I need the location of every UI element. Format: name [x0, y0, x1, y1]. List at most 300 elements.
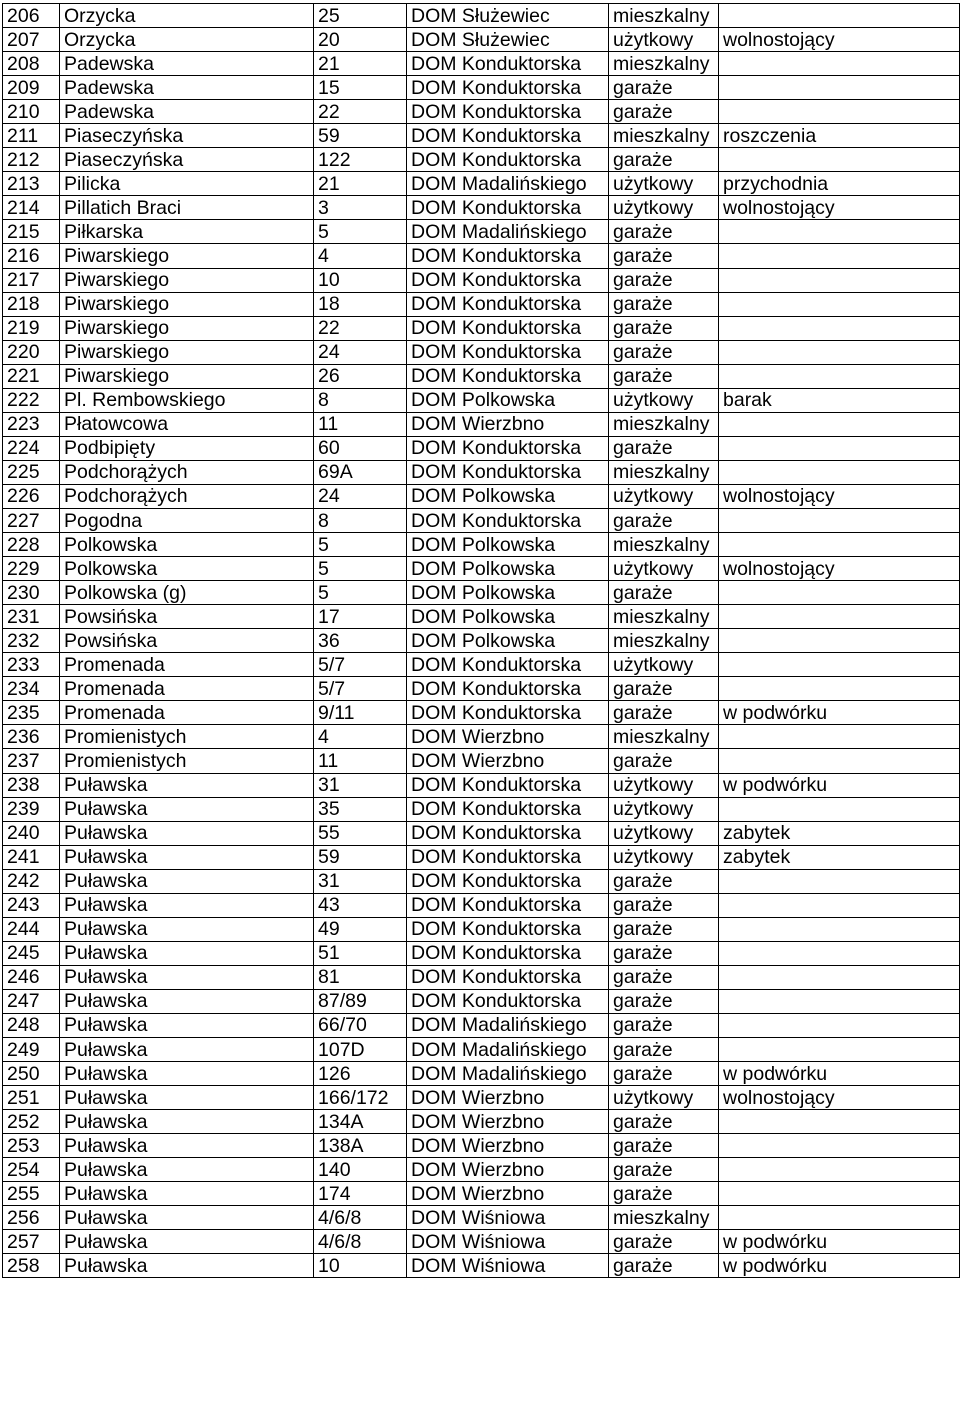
district-office-cell: DOM Polkowska	[407, 605, 609, 629]
building-number-cell: 22	[314, 316, 407, 340]
table-row	[3, 364, 960, 388]
building-number-cell: 60	[314, 436, 407, 460]
notes-cell	[719, 100, 960, 124]
row-number-cell: 249	[3, 1038, 60, 1062]
row-number-cell: 251	[3, 1086, 60, 1110]
row-number-cell: 210	[3, 100, 60, 124]
notes-cell	[719, 581, 960, 605]
district-office-cell: DOM Polkowska	[407, 581, 609, 605]
district-office-cell: DOM Konduktorska	[407, 677, 609, 701]
street-cell: Promenada	[60, 677, 314, 701]
notes-cell: w podwórku	[719, 1254, 960, 1278]
table-row	[3, 1254, 960, 1278]
street-cell: Puławska	[60, 1230, 314, 1254]
usage-type-cell: garaże	[609, 1182, 719, 1206]
notes-cell	[719, 1206, 960, 1230]
notes-cell: barak	[719, 388, 960, 412]
row-number-cell: 254	[3, 1158, 60, 1182]
usage-type-cell: garaże	[609, 1062, 719, 1086]
street-cell: Puławska	[60, 893, 314, 917]
notes-cell: wolnostojący	[719, 484, 960, 508]
row-number-cell: 228	[3, 533, 60, 557]
usage-type-cell: garaże	[609, 316, 719, 340]
district-office-cell: DOM Wierzbno	[407, 412, 609, 436]
building-number-cell: 4/6/8	[314, 1230, 407, 1254]
notes-cell: wolnostojący	[719, 1086, 960, 1110]
building-number-cell: 11	[314, 412, 407, 436]
row-number-cell: 227	[3, 508, 60, 532]
district-office-cell: DOM Konduktorska	[407, 701, 609, 725]
row-number-cell: 255	[3, 1182, 60, 1206]
street-cell: Piłkarska	[60, 220, 314, 244]
district-office-cell: DOM Polkowska	[407, 484, 609, 508]
building-number-cell: 10	[314, 268, 407, 292]
street-cell: Puławska	[60, 773, 314, 797]
usage-type-cell: mieszkalny	[609, 460, 719, 484]
notes-cell	[719, 749, 960, 773]
table-row	[3, 821, 960, 845]
district-office-cell: DOM Konduktorska	[407, 100, 609, 124]
usage-type-cell: garaże	[609, 340, 719, 364]
district-office-cell: DOM Konduktorska	[407, 340, 609, 364]
building-number-cell: 5	[314, 533, 407, 557]
building-number-cell: 15	[314, 76, 407, 100]
district-office-cell: DOM Wierzbno	[407, 1134, 609, 1158]
usage-type-cell: garaże	[609, 749, 719, 773]
street-cell: Pl. Rembowskiego	[60, 388, 314, 412]
table-row	[3, 508, 960, 532]
usage-type-cell: garaże	[609, 581, 719, 605]
street-cell: Promienistych	[60, 749, 314, 773]
row-number-cell: 236	[3, 725, 60, 749]
building-number-cell: 166/172	[314, 1086, 407, 1110]
building-number-cell: 17	[314, 605, 407, 629]
notes-cell	[719, 244, 960, 268]
street-cell: Puławska	[60, 1206, 314, 1230]
usage-type-cell: garaże	[609, 1230, 719, 1254]
row-number-cell: 207	[3, 28, 60, 52]
usage-type-cell: garaże	[609, 869, 719, 893]
building-number-cell: 87/89	[314, 989, 407, 1013]
building-number-cell: 4	[314, 244, 407, 268]
usage-type-cell: użytkowy	[609, 388, 719, 412]
usage-type-cell: użytkowy	[609, 845, 719, 869]
street-cell: Padewska	[60, 76, 314, 100]
row-number-cell: 258	[3, 1254, 60, 1278]
street-cell: Orzycka	[60, 4, 314, 28]
row-number-cell: 248	[3, 1013, 60, 1037]
usage-type-cell: użytkowy	[609, 797, 719, 821]
notes-cell	[719, 893, 960, 917]
building-number-cell: 5	[314, 581, 407, 605]
property-table-container	[2, 3, 960, 1278]
usage-type-cell: mieszkalny	[609, 412, 719, 436]
building-number-cell: 18	[314, 292, 407, 316]
notes-cell	[719, 533, 960, 557]
usage-type-cell: garaże	[609, 244, 719, 268]
table-row	[3, 917, 960, 941]
table-row	[3, 893, 960, 917]
table-row	[3, 845, 960, 869]
district-office-cell: DOM Polkowska	[407, 557, 609, 581]
district-office-cell: DOM Konduktorska	[407, 148, 609, 172]
notes-cell	[719, 1110, 960, 1134]
building-number-cell: 126	[314, 1062, 407, 1086]
building-number-cell: 24	[314, 340, 407, 364]
notes-cell	[719, 917, 960, 941]
street-cell: Puławska	[60, 797, 314, 821]
notes-cell: w podwórku	[719, 1062, 960, 1086]
street-cell: Piwarskiego	[60, 244, 314, 268]
usage-type-cell: garaże	[609, 220, 719, 244]
usage-type-cell: garaże	[609, 1110, 719, 1134]
table-row	[3, 28, 960, 52]
building-number-cell: 9/11	[314, 701, 407, 725]
street-cell: Puławska	[60, 917, 314, 941]
street-cell: Piwarskiego	[60, 364, 314, 388]
table-row	[3, 4, 960, 28]
street-cell: Polkowska (g)	[60, 581, 314, 605]
table-row	[3, 484, 960, 508]
building-number-cell: 20	[314, 28, 407, 52]
street-cell: Puławska	[60, 1254, 314, 1278]
row-number-cell: 247	[3, 989, 60, 1013]
usage-type-cell: garaże	[609, 364, 719, 388]
row-number-cell: 216	[3, 244, 60, 268]
district-office-cell: DOM Polkowska	[407, 629, 609, 653]
street-cell: Puławska	[60, 821, 314, 845]
building-number-cell: 5	[314, 557, 407, 581]
building-number-cell: 138A	[314, 1134, 407, 1158]
usage-type-cell: garaże	[609, 148, 719, 172]
notes-cell	[719, 1038, 960, 1062]
street-cell: Puławska	[60, 1134, 314, 1158]
table-row	[3, 1038, 960, 1062]
notes-cell: zabytek	[719, 845, 960, 869]
usage-type-cell: garaże	[609, 677, 719, 701]
building-number-cell: 21	[314, 52, 407, 76]
notes-cell	[719, 725, 960, 749]
row-number-cell: 242	[3, 869, 60, 893]
notes-cell	[719, 148, 960, 172]
table-row	[3, 100, 960, 124]
district-office-cell: DOM Konduktorska	[407, 941, 609, 965]
district-office-cell: DOM Wiśniowa	[407, 1206, 609, 1230]
street-cell: Podbipięty	[60, 436, 314, 460]
usage-type-cell: mieszkalny	[609, 629, 719, 653]
table-row	[3, 773, 960, 797]
usage-type-cell: garaże	[609, 917, 719, 941]
row-number-cell: 217	[3, 268, 60, 292]
usage-type-cell: garaże	[609, 1254, 719, 1278]
row-number-cell: 238	[3, 773, 60, 797]
table-row	[3, 196, 960, 220]
row-number-cell: 211	[3, 124, 60, 148]
table-row	[3, 172, 960, 196]
usage-type-cell: garaże	[609, 965, 719, 989]
row-number-cell: 239	[3, 797, 60, 821]
building-number-cell: 49	[314, 917, 407, 941]
district-office-cell: DOM Konduktorska	[407, 965, 609, 989]
district-office-cell: DOM Wierzbno	[407, 1158, 609, 1182]
table-row	[3, 629, 960, 653]
street-cell: Powsińska	[60, 605, 314, 629]
notes-cell	[719, 508, 960, 532]
table-row	[3, 941, 960, 965]
district-office-cell: DOM Wierzbno	[407, 1086, 609, 1110]
usage-type-cell: mieszkalny	[609, 533, 719, 557]
street-cell: Puławska	[60, 1110, 314, 1134]
row-number-cell: 229	[3, 557, 60, 581]
building-number-cell: 122	[314, 148, 407, 172]
street-cell: Piwarskiego	[60, 268, 314, 292]
building-number-cell: 21	[314, 172, 407, 196]
building-number-cell: 36	[314, 629, 407, 653]
district-office-cell: DOM Wierzbno	[407, 725, 609, 749]
notes-cell	[719, 268, 960, 292]
row-number-cell: 253	[3, 1134, 60, 1158]
street-cell: Puławska	[60, 1038, 314, 1062]
notes-cell	[719, 364, 960, 388]
usage-type-cell: mieszkalny	[609, 52, 719, 76]
notes-cell	[719, 292, 960, 316]
district-office-cell: DOM Polkowska	[407, 388, 609, 412]
notes-cell	[719, 605, 960, 629]
building-number-cell: 25	[314, 4, 407, 28]
district-office-cell: DOM Wierzbno	[407, 749, 609, 773]
table-row	[3, 1110, 960, 1134]
district-office-cell: DOM Konduktorska	[407, 773, 609, 797]
street-cell: Płatowcowa	[60, 412, 314, 436]
row-number-cell: 244	[3, 917, 60, 941]
row-number-cell: 223	[3, 412, 60, 436]
row-number-cell: 233	[3, 653, 60, 677]
district-office-cell: DOM Madalińskiego	[407, 1062, 609, 1086]
notes-cell	[719, 629, 960, 653]
row-number-cell: 252	[3, 1110, 60, 1134]
usage-type-cell: garaże	[609, 268, 719, 292]
notes-cell: roszczenia	[719, 124, 960, 148]
building-number-cell: 31	[314, 773, 407, 797]
building-number-cell: 3	[314, 196, 407, 220]
district-office-cell: DOM Konduktorska	[407, 989, 609, 1013]
table-row	[3, 653, 960, 677]
notes-cell	[719, 436, 960, 460]
table-row	[3, 701, 960, 725]
district-office-cell: DOM Konduktorska	[407, 244, 609, 268]
row-number-cell: 221	[3, 364, 60, 388]
notes-cell	[719, 1134, 960, 1158]
street-cell: Puławska	[60, 989, 314, 1013]
table-row	[3, 340, 960, 364]
building-number-cell: 5/7	[314, 677, 407, 701]
row-number-cell: 243	[3, 893, 60, 917]
street-cell: Puławska	[60, 1013, 314, 1037]
table-row	[3, 436, 960, 460]
notes-cell	[719, 677, 960, 701]
usage-type-cell: mieszkalny	[609, 4, 719, 28]
notes-cell	[719, 1013, 960, 1037]
street-cell: Piaseczyńska	[60, 148, 314, 172]
notes-cell: w podwórku	[719, 701, 960, 725]
table-row	[3, 1230, 960, 1254]
usage-type-cell: użytkowy	[609, 172, 719, 196]
notes-cell	[719, 1182, 960, 1206]
district-office-cell: DOM Wierzbno	[407, 1110, 609, 1134]
table-row	[3, 749, 960, 773]
district-office-cell: DOM Konduktorska	[407, 52, 609, 76]
usage-type-cell: garaże	[609, 1013, 719, 1037]
district-office-cell: DOM Polkowska	[407, 533, 609, 557]
building-number-cell: 4	[314, 725, 407, 749]
street-cell: Pillatich Braci	[60, 196, 314, 220]
district-office-cell: DOM Konduktorska	[407, 460, 609, 484]
row-number-cell: 237	[3, 749, 60, 773]
row-number-cell: 241	[3, 845, 60, 869]
district-office-cell: DOM Konduktorska	[407, 124, 609, 148]
district-office-cell: DOM Konduktorska	[407, 821, 609, 845]
building-number-cell: 134A	[314, 1110, 407, 1134]
table-row	[3, 388, 960, 412]
row-number-cell: 257	[3, 1230, 60, 1254]
street-cell: Puławska	[60, 845, 314, 869]
row-number-cell: 219	[3, 316, 60, 340]
street-cell: Puławska	[60, 1158, 314, 1182]
usage-type-cell: garaże	[609, 436, 719, 460]
district-office-cell: DOM Służewiec	[407, 4, 609, 28]
notes-cell	[719, 797, 960, 821]
notes-cell	[719, 653, 960, 677]
table-row	[3, 316, 960, 340]
usage-type-cell: garaże	[609, 292, 719, 316]
usage-type-cell: garaże	[609, 508, 719, 532]
street-cell: Podchorążych	[60, 460, 314, 484]
building-number-cell: 8	[314, 508, 407, 532]
street-cell: Pogodna	[60, 508, 314, 532]
notes-cell	[719, 52, 960, 76]
table-row	[3, 1013, 960, 1037]
usage-type-cell: użytkowy	[609, 1086, 719, 1110]
building-number-cell: 59	[314, 124, 407, 148]
table-row	[3, 965, 960, 989]
usage-type-cell: garaże	[609, 1134, 719, 1158]
building-number-cell: 81	[314, 965, 407, 989]
table-row	[3, 725, 960, 749]
building-number-cell: 5	[314, 220, 407, 244]
street-cell: Polkowska	[60, 533, 314, 557]
usage-type-cell: mieszkalny	[609, 725, 719, 749]
district-office-cell: DOM Konduktorska	[407, 292, 609, 316]
street-cell: Promenada	[60, 701, 314, 725]
row-number-cell: 212	[3, 148, 60, 172]
building-number-cell: 5/7	[314, 653, 407, 677]
table-row	[3, 677, 960, 701]
notes-cell	[719, 76, 960, 100]
table-row	[3, 869, 960, 893]
usage-type-cell: garaże	[609, 989, 719, 1013]
district-office-cell: DOM Madalińskiego	[407, 1013, 609, 1037]
notes-cell	[719, 989, 960, 1013]
row-number-cell: 235	[3, 701, 60, 725]
street-cell: Puławska	[60, 965, 314, 989]
property-table-body	[3, 4, 960, 1278]
notes-cell: wolnostojący	[719, 196, 960, 220]
building-number-cell: 174	[314, 1182, 407, 1206]
building-number-cell: 26	[314, 364, 407, 388]
street-cell: Puławska	[60, 869, 314, 893]
building-number-cell: 107D	[314, 1038, 407, 1062]
row-number-cell: 225	[3, 460, 60, 484]
district-office-cell: DOM Konduktorska	[407, 917, 609, 941]
table-row	[3, 76, 960, 100]
usage-type-cell: użytkowy	[609, 653, 719, 677]
table-row	[3, 989, 960, 1013]
row-number-cell: 230	[3, 581, 60, 605]
notes-cell	[719, 1158, 960, 1182]
notes-cell: zabytek	[719, 821, 960, 845]
usage-type-cell: użytkowy	[609, 773, 719, 797]
usage-type-cell: garaże	[609, 701, 719, 725]
district-office-cell: DOM Konduktorska	[407, 869, 609, 893]
row-number-cell: 256	[3, 1206, 60, 1230]
table-row	[3, 244, 960, 268]
usage-type-cell: garaże	[609, 1038, 719, 1062]
street-cell: Orzycka	[60, 28, 314, 52]
row-number-cell: 222	[3, 388, 60, 412]
district-office-cell: DOM Wiśniowa	[407, 1230, 609, 1254]
street-cell: Piwarskiego	[60, 292, 314, 316]
table-row	[3, 460, 960, 484]
usage-type-cell: mieszkalny	[609, 1206, 719, 1230]
street-cell: Pilicka	[60, 172, 314, 196]
row-number-cell: 226	[3, 484, 60, 508]
property-table	[2, 3, 960, 1278]
building-number-cell: 4/6/8	[314, 1206, 407, 1230]
row-number-cell: 215	[3, 220, 60, 244]
building-number-cell: 24	[314, 484, 407, 508]
usage-type-cell: użytkowy	[609, 557, 719, 581]
notes-cell	[719, 4, 960, 28]
notes-cell	[719, 460, 960, 484]
district-office-cell: DOM Konduktorska	[407, 76, 609, 100]
notes-cell	[719, 869, 960, 893]
building-number-cell: 55	[314, 821, 407, 845]
district-office-cell: DOM Wierzbno	[407, 1182, 609, 1206]
table-row	[3, 581, 960, 605]
district-office-cell: DOM Konduktorska	[407, 893, 609, 917]
notes-cell	[719, 316, 960, 340]
table-row	[3, 148, 960, 172]
row-number-cell: 214	[3, 196, 60, 220]
district-office-cell: DOM Madalińskiego	[407, 1038, 609, 1062]
row-number-cell: 245	[3, 941, 60, 965]
notes-cell: w podwórku	[719, 1230, 960, 1254]
notes-cell	[719, 412, 960, 436]
building-number-cell: 8	[314, 388, 407, 412]
usage-type-cell: użytkowy	[609, 28, 719, 52]
building-number-cell: 11	[314, 749, 407, 773]
row-number-cell: 209	[3, 76, 60, 100]
street-cell: Piaseczyńska	[60, 124, 314, 148]
street-cell: Piwarskiego	[60, 340, 314, 364]
district-office-cell: DOM Konduktorska	[407, 268, 609, 292]
notes-cell	[719, 340, 960, 364]
district-office-cell: DOM Konduktorska	[407, 364, 609, 388]
usage-type-cell: garaże	[609, 1158, 719, 1182]
district-office-cell: DOM Służewiec	[407, 28, 609, 52]
table-row	[3, 797, 960, 821]
district-office-cell: DOM Konduktorska	[407, 797, 609, 821]
